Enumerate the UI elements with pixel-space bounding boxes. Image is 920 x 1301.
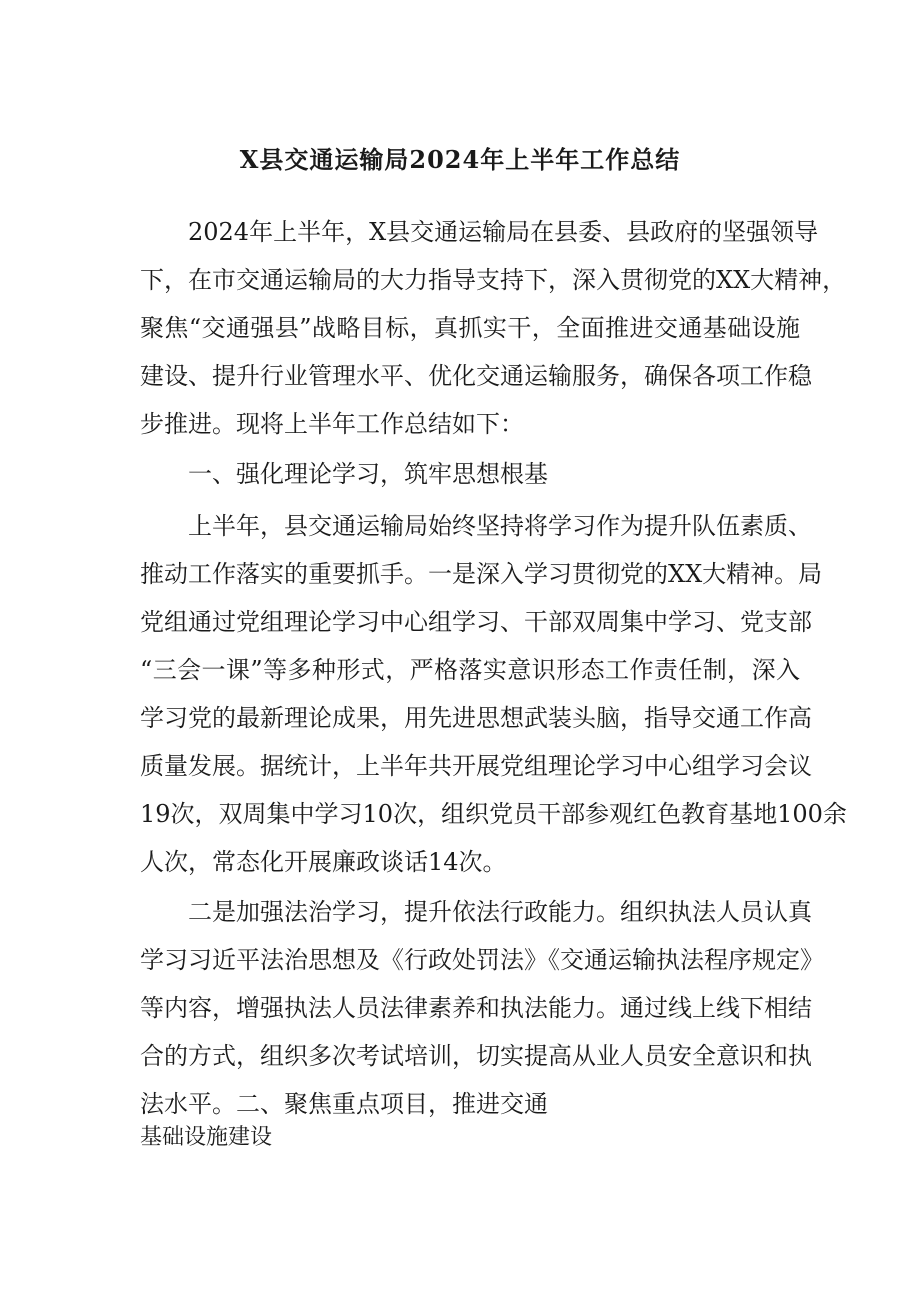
paragraph-line: 党组通过党组理论学习中心组学习、干部双周集中学习、党支部: [140, 608, 812, 636]
paragraph-line: 聚焦“交通强县”战略目标，真抓实干，全面推进交通基础设施: [140, 314, 800, 342]
paragraph-line: 建设、提升行业管理水平、优化交通运输服务，确保各项工作稳: [140, 362, 812, 390]
paragraph-line: 质量发展。据统计，上半年共开展党组理论学习中心组学习会议: [140, 752, 812, 780]
paragraph-line: 2024年上半年，X县交通运输局在县委、县政府的坚强领导: [188, 218, 819, 246]
paragraph-line: 二是加强法治学习，提升依法行政能力。组织执法人员认真: [188, 898, 812, 926]
paragraph-line: 人次，常态化开展廉政谈话14次。: [140, 848, 507, 876]
paragraph-line: 合的方式，组织多次考试培训，切实提高从业人员安全意识和执: [140, 1042, 812, 1070]
paragraph-line: “三会一课”等多种形式，严格落实意识形态工作责任制，深入: [140, 656, 800, 684]
paragraph-line: 上半年，县交通运输局始终坚持将学习作为提升队伍素质、: [188, 512, 812, 540]
section-heading: 一、强化理论学习，筑牢思想根基: [188, 460, 548, 488]
paragraph-line: 等内容，增强执法人员法律素养和执法能力。通过线上线下相结: [140, 994, 812, 1022]
paragraph-line: 步推进。现将上半年工作总结如下：: [140, 410, 524, 438]
paragraph-line: 推动工作落实的重要抓手。一是深入学习贯彻党的XX大精神。局: [140, 560, 823, 588]
paragraph-line: 法水平。二、聚焦重点项目，推进交通: [140, 1090, 548, 1118]
paragraph-line: 学习党的最新理论成果，用先进思想武装头脑，指导交通工作高: [140, 704, 812, 732]
paragraph-line: 下，在市交通运输局的大力指导支持下，深入贯彻党的XX大精神，: [140, 266, 847, 294]
paragraph-line: 基础设施建设: [140, 1125, 273, 1150]
document-title: X县交通运输局2024年上半年工作总结: [239, 145, 681, 174]
paragraph-line: 19次，双周集中学习10次，组织党员干部参观红色教育基地100余: [140, 800, 847, 828]
paragraph-line: 学习习近平法治思想及《行政处罚法》《交通运输执法程序规定》: [140, 946, 824, 974]
